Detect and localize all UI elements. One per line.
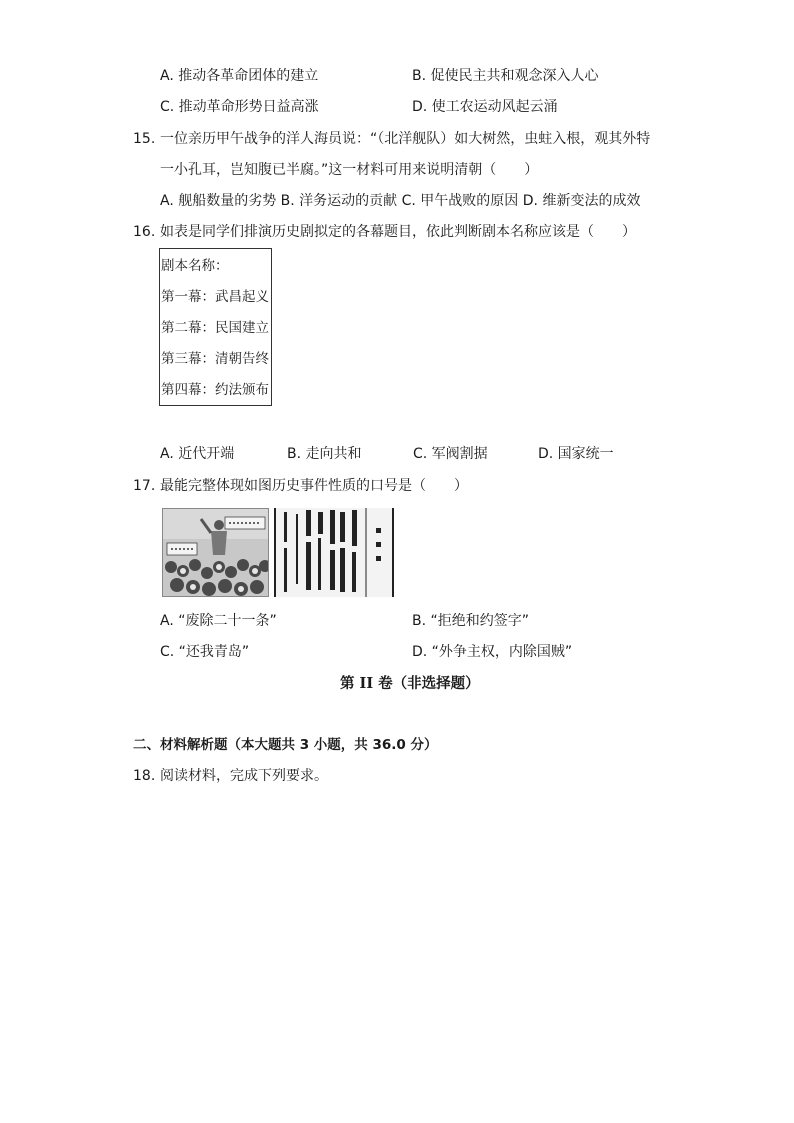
- q14-option-c: C. 推动革命形势日益高涨: [160, 99, 319, 115]
- script-table: [159, 248, 272, 406]
- q14-option-d: D. 使工农运动风起云涌: [412, 99, 558, 115]
- q17-option-b: B. “拒绝和约签字”: [412, 613, 530, 629]
- table-row-title: 剧本名称：: [161, 258, 229, 274]
- q16-stem: 如表是同学们排演历史剧拟定的各幕题目，依此判断剧本名称应该是（ ）: [160, 224, 636, 240]
- q16-option-c: C. 军阀割据: [413, 446, 488, 462]
- table-row-act2: 第二幕：民国建立: [161, 320, 269, 336]
- q16-option-b: B. 走向共和: [287, 446, 362, 462]
- protest-crowd-photo: [162, 508, 269, 597]
- q17-option-a: A. “废除二十一条”: [160, 613, 277, 629]
- section2-heading: 二、材料解析题（本大题共 3 小题，共 36.0 分）: [133, 737, 438, 753]
- q15-stem-line2: 一小孔耳，岂知腹已半腐。”这一材料可用来说明清朝（ ）: [160, 162, 539, 178]
- q17-option-c: C. “还我青岛”: [160, 644, 250, 660]
- table-row-act3: 第三幕：清朝告终: [161, 351, 269, 367]
- q16-number: 16.: [133, 224, 156, 240]
- q16-option-d: D. 国家统一: [538, 446, 614, 462]
- q14-option-a: A. 推动各革命团体的建立: [160, 68, 319, 84]
- q18-stem: 阅读材料，完成下列要求。: [160, 768, 328, 784]
- q17-number: 17.: [133, 478, 156, 494]
- q15-stem-line1: 一位亲历甲午战争的洋人海员说：“（北洋舰队）如大树然，虫蛀入根，观其外特: [160, 131, 651, 147]
- q15-number: 15.: [133, 131, 156, 147]
- q16-option-a: A. 近代开端: [160, 446, 235, 462]
- q17-option-d: D. “外争主权，内除国贼”: [412, 644, 573, 660]
- table-row-act4: 第四幕：约法颁布: [161, 382, 269, 398]
- newspaper-clipping-image: [274, 508, 394, 597]
- q17-stem: 最能完整体现如图历史事件性质的口号是（ ）: [160, 478, 468, 494]
- q15-options: A. 舰船数量的劣势 B. 洋务运动的贡献 C. 甲午战败的原因 D. 维新变法的成效: [160, 193, 641, 209]
- q18-number: 18.: [133, 768, 156, 784]
- part2-title: 第 II 卷（非选择题）: [340, 675, 480, 692]
- q14-option-b: B. 促使民主共和观念深入人心: [412, 68, 599, 84]
- table-row-act1: 第一幕：武昌起义: [161, 289, 269, 305]
